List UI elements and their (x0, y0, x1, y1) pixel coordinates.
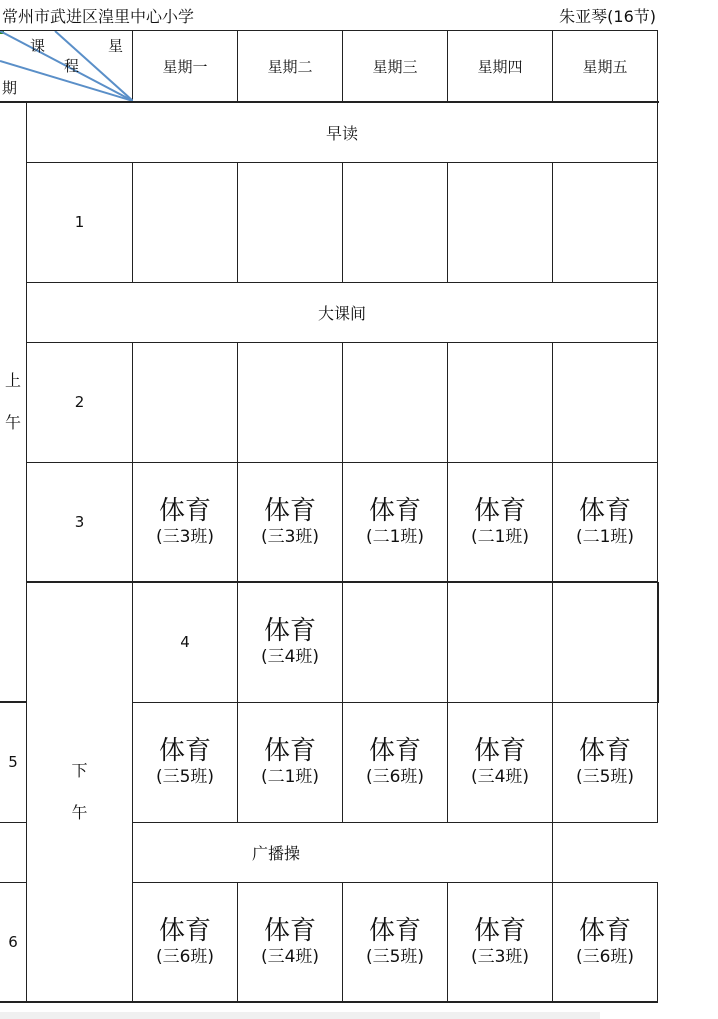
timetable-cell (448, 582, 553, 702)
timetable-cell (133, 462, 238, 582)
subject: 体育 (158, 736, 211, 766)
period-number: 2 (27, 342, 133, 462)
corner-label-ke: 课 (30, 37, 46, 55)
timetable-cell (133, 882, 238, 1002)
class-name: (三6班) (575, 946, 635, 967)
subject: 体育 (158, 915, 211, 946)
band-exercise: 广播操 (0, 822, 553, 882)
class-name: (三5班) (155, 767, 215, 787)
band-big-break: 大课间 (27, 282, 658, 342)
class-name: (二1班) (365, 526, 425, 547)
timetable-cell (448, 462, 553, 582)
timetable-cell (448, 702, 553, 822)
timetable-cell (343, 702, 448, 822)
timetable-cell (238, 342, 343, 462)
day-header: 星期四 (448, 31, 553, 103)
timetable (0, 30, 659, 1003)
subject: 体育 (473, 495, 526, 526)
teacher-name: 朱亚琴(16节) (559, 7, 656, 26)
timetable-cell (553, 462, 658, 582)
subject: 体育 (263, 616, 316, 647)
subject: 体育 (158, 495, 211, 526)
corner-label-xing: 星 (108, 37, 124, 55)
period-number: 1 (27, 162, 133, 282)
subject: 体育 (263, 915, 316, 946)
class-name: (三3班) (155, 526, 215, 547)
subject: 体育 (368, 915, 421, 946)
timetable-cell (343, 462, 448, 582)
subject: 体育 (263, 495, 316, 526)
session-char: 午 (4, 413, 21, 432)
timetable-cell (658, 582, 659, 702)
session-afternoon (27, 582, 133, 1002)
period-number: 4 (133, 582, 238, 702)
timetable-cell (448, 342, 553, 462)
timetable-cell (238, 162, 343, 282)
timetable-cell (133, 162, 238, 282)
timetable-cell (343, 162, 448, 282)
session-char: 午 (71, 803, 88, 822)
subject: 体育 (368, 736, 421, 766)
class-name: (三5班) (575, 767, 635, 787)
class-name: (三3班) (470, 946, 530, 967)
day-header: 星期一 (133, 31, 238, 103)
school-name: 常州市武进区湟里中心小学 (2, 7, 195, 26)
class-name: (二1班) (575, 526, 635, 547)
subject: 体育 (263, 736, 316, 766)
session-char: 上 (4, 371, 21, 390)
class-name: (三6班) (155, 946, 215, 967)
class-name: (三4班) (260, 946, 320, 967)
band-early-reading: 早读 (27, 102, 658, 162)
class-name: (二1班) (470, 526, 530, 547)
class-name: (三6班) (365, 767, 425, 787)
corner-label-qi: 期 (2, 79, 18, 97)
timetable-cell (238, 702, 343, 822)
subject: 体育 (473, 736, 526, 766)
class-name: (三4班) (470, 767, 530, 787)
timetable-cell (133, 702, 238, 822)
timetable-cell (343, 582, 448, 702)
period-number: 5 (0, 702, 27, 822)
timetable-cell (553, 882, 658, 1002)
timetable-cell (553, 702, 658, 822)
timetable-cell (343, 882, 448, 1002)
timetable-cell (553, 162, 658, 282)
corner-header (0, 31, 133, 103)
day-header: 星期二 (238, 31, 343, 103)
timetable-cell (448, 162, 553, 282)
timetable-cell (133, 342, 238, 462)
subject: 体育 (473, 915, 526, 946)
subject: 体育 (578, 736, 631, 766)
session-morning (0, 102, 27, 702)
day-header: 星期五 (553, 31, 658, 103)
period-number: 6 (0, 882, 27, 1002)
subject: 体育 (578, 915, 631, 946)
timetable-cell (553, 342, 658, 462)
timetable-cell (238, 462, 343, 582)
class-name: (三4班) (260, 647, 320, 668)
timetable-cell (238, 882, 343, 1002)
subject: 体育 (578, 495, 631, 526)
session-char: 下 (71, 761, 88, 780)
class-name: (三3班) (260, 526, 320, 547)
horizontal-scrollbar[interactable] (0, 1012, 600, 1019)
timetable-cell (553, 582, 658, 702)
timetable-cell (343, 342, 448, 462)
subject: 体育 (368, 495, 421, 526)
period-number: 3 (27, 462, 133, 582)
class-name: (三5班) (365, 946, 425, 967)
day-header: 星期三 (343, 31, 448, 103)
corner-label-cheng: 程 (64, 57, 80, 75)
timetable-cell (448, 882, 553, 1002)
class-name: (二1班) (260, 767, 320, 787)
timetable-cell (238, 582, 343, 702)
